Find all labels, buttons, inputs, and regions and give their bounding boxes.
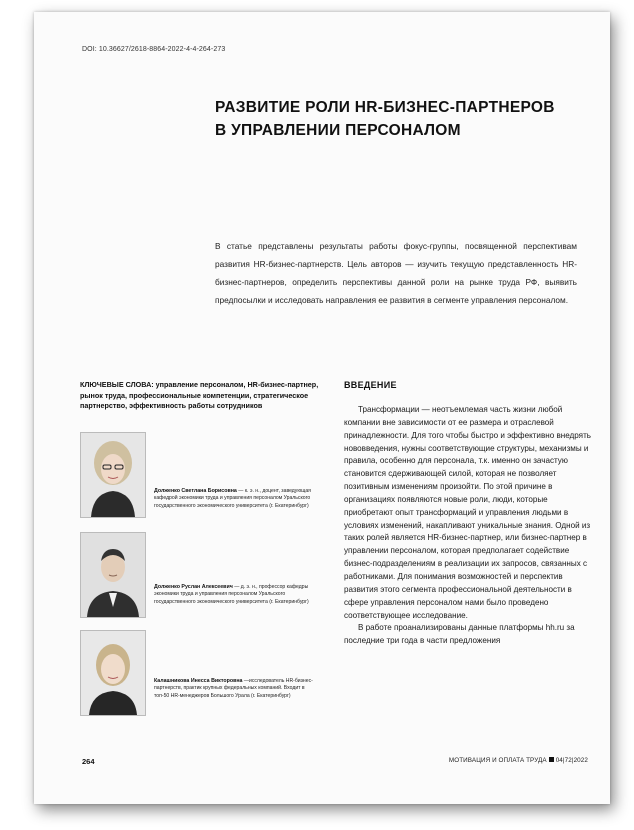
author-2: [80, 532, 330, 616]
section-title: ВВЕДЕНИЕ: [344, 380, 397, 390]
square-icon: [549, 757, 554, 762]
author-bio: [154, 488, 316, 510]
author-name: Долженко Руслан Алексеевич: [154, 584, 233, 590]
author-photo: [80, 432, 146, 518]
author-name: Долженко Светлана Борисовна: [154, 488, 237, 494]
journal-footer: [449, 757, 588, 764]
abstract: В статье представлены результаты работы фокус-группы, посвященной перспективам развития HR-бизнес-партнерств. Цель авторов — изучить текущую представленность HR-бизнес-партнеров, определить перспективы данной роли на рынке труда РФ, выявить предпосылки и исследовать направления ее развития в сегменте управления персоналом.: [215, 241, 577, 305]
article-title: [215, 96, 595, 142]
author-description: —исследователь HR-бизнес-партнерств, практик крупных федеральных компаний. Входит в топ-50 HR-менеджеров Большого Урала (г. Екатеринбург): [154, 678, 313, 699]
author-name: Калашникова Инесса Викторовна: [154, 678, 243, 684]
author-photo: [80, 630, 146, 716]
title-line-1: РАЗВИТИЕ РОЛИ HR-БИЗНЕС-ПАРТНЕРОВ: [215, 99, 555, 116]
keywords-text: управление персоналом, HR-бизнес-партнер, рынок труда, профессиональные компетенции, стратегическое партнерство, эффективность работы сотрудников: [80, 380, 319, 410]
journal-page: [34, 12, 610, 804]
issue-number: 04|72|2022: [555, 757, 588, 764]
author-description: — к. э. н., доцент, заведующая кафедрой экономики труда и управления персоналом Уральского государственного экономического университета (г. Екатеринбург): [154, 488, 311, 509]
paragraph-2: В работе проанализированы данные платформы hh.ru за последние три года в части предложения: [344, 623, 575, 646]
keywords: [80, 380, 325, 412]
author-photo: [80, 532, 146, 618]
author-bio: [154, 584, 316, 606]
title-line-2: В УПРАВЛЕНИИ ПЕРСОНАЛОМ: [215, 122, 461, 139]
author-1: [80, 432, 330, 516]
body-text: [344, 404, 594, 648]
doi: DOI: 10.36627/2618-8864-2022-4-4-264-273: [82, 46, 226, 53]
paragraph-1: Трансформации — неотъемлемая часть жизни любой компании вне зависимости от ее размера и отраслевой принадлежности. Для того чтобы быстро и эффективно внедрять нововведения, нужны соответствующие структуры, механизмы и правила, особенно для персонала, т.к. именно он зачастую становится сдерживающей силой, которая не позволяет позитивным изменениям произойти. По этой причине в организациях появляются новые роли, люди, которые приобретают опыт трансформаций и управления людьми в условиях изменений, накапливают уникальные знания. Одной из таких ролей является HR-бизнес-партнер, или бизнес-партнер в управлении персоналом, которая предполагает содействие бизнес-подразделениям в реализации их запросов, связанных с работниками. Для понимания возможностей и перспектив развития этого сегмента профессиональной деятельности в сфере управления персоналом нами было проведено соответствующее исследование.: [344, 405, 591, 620]
page-number: 264: [82, 757, 95, 766]
keywords-label: КЛЮЧЕВЫЕ СЛОВА:: [80, 380, 154, 389]
author-bio: [154, 678, 316, 700]
author-description: — д. э. н., профессор кафедры экономики труда и управления персоналом Уральского государственного экономического университета (г. Екатеринбург): [154, 584, 309, 605]
author-3: [80, 630, 330, 714]
journal-name: МОТИВАЦИЯ И ОПЛАТА ТРУДА: [448, 757, 547, 764]
